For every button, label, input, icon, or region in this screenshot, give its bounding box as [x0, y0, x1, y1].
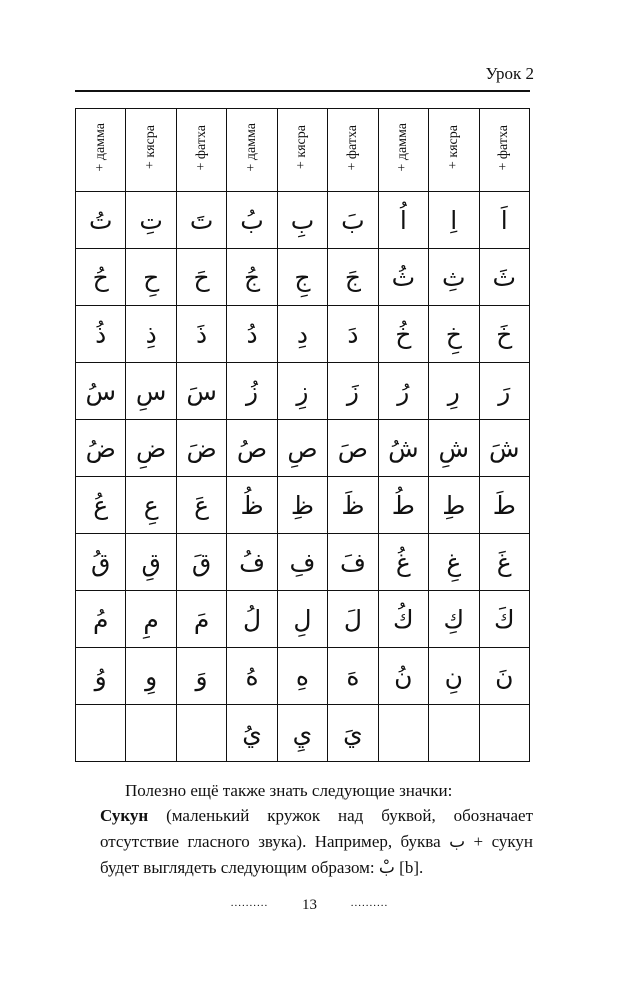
arabic-syllable: وُ — [94, 661, 107, 691]
example-letter-sukun: بْ — [378, 858, 395, 878]
table-cell — [227, 420, 277, 477]
arabic-syllable: زُ — [245, 376, 259, 406]
table-cell — [277, 192, 327, 249]
sukun-line2-tail: + сукун — [465, 832, 534, 851]
table-cell — [479, 477, 530, 534]
column-header — [227, 109, 277, 192]
table-cell — [429, 420, 479, 477]
arabic-syllable: ضِ — [136, 433, 167, 463]
table-cell — [76, 477, 126, 534]
arabic-syllable: نَ — [495, 661, 514, 691]
column-header-label: + фатха — [344, 124, 360, 171]
arabic-syllable: صِ — [287, 433, 318, 463]
table-cell — [227, 249, 277, 306]
column-header-label: + кясра — [445, 125, 461, 170]
table-cell — [378, 591, 428, 648]
table-cell — [479, 591, 530, 648]
table-cell — [76, 249, 126, 306]
table-cell — [277, 705, 327, 762]
column-header — [76, 109, 126, 192]
sukun-term: Сукун — [100, 806, 149, 825]
column-header-label: + фатха — [193, 124, 209, 171]
arabic-syllable: فُ — [239, 547, 265, 577]
table-cell — [176, 534, 226, 591]
table-cell — [328, 591, 378, 648]
table-cell — [378, 420, 428, 477]
table-cell — [479, 420, 530, 477]
arabic-syllable: طُ — [391, 490, 415, 520]
table-cell — [277, 591, 327, 648]
column-header-label: + дамма — [395, 123, 411, 172]
sukun-line3-text: будет выглядеть следующим образом: — [100, 858, 379, 877]
arabic-syllable: رَ — [498, 376, 511, 406]
table-cell — [378, 363, 428, 420]
paragraph-sukun-line2 — [100, 829, 533, 855]
arabic-syllable: مِ — [143, 604, 159, 634]
arabic-syllable: دَ — [347, 319, 359, 349]
table-cell — [429, 306, 479, 363]
column-header — [126, 109, 176, 192]
table-cell — [479, 534, 530, 591]
column-header — [328, 109, 378, 192]
arabic-syllable: قُ — [91, 547, 111, 577]
arabic-syllable: هِ — [295, 661, 310, 691]
arabic-syllable: شَ — [488, 433, 520, 463]
table-header-row — [76, 109, 530, 192]
arabic-syllable: نُ — [394, 661, 413, 691]
table-cell — [126, 192, 176, 249]
table-cell — [176, 363, 226, 420]
sukun-line2-text: отсутствие гласного звука). Например, буква — [100, 832, 450, 851]
table-row — [76, 534, 530, 591]
table-cell — [277, 477, 327, 534]
table-cell — [227, 534, 277, 591]
table-row — [76, 306, 530, 363]
table-cell — [479, 192, 530, 249]
table-cell — [378, 534, 428, 591]
arabic-syllable: اُ — [399, 205, 407, 235]
table-cell — [429, 249, 479, 306]
arabic-syllable: قِ — [141, 547, 161, 577]
header-rule — [75, 90, 530, 92]
arabic-syllable: فَ — [339, 547, 366, 577]
arabic-syllable: عُ — [93, 490, 109, 520]
arabic-syllable: يُ — [242, 718, 262, 748]
table-cell — [479, 363, 530, 420]
arabic-syllable: زَ — [346, 376, 359, 406]
table-cell — [277, 363, 327, 420]
table-row — [76, 591, 530, 648]
arabic-syllable: فِ — [289, 547, 316, 577]
arabic-syllable: ذَ — [196, 319, 208, 349]
table-cell — [76, 534, 126, 591]
table-row — [76, 420, 530, 477]
table-cell — [429, 648, 479, 705]
table-cell — [227, 363, 277, 420]
table-cell — [176, 648, 226, 705]
arabic-syllable: طِ — [442, 490, 466, 520]
arabic-syllable: مَ — [193, 604, 210, 634]
arabic-syllable: وَ — [195, 661, 208, 691]
arabic-syllable: جَ — [344, 262, 361, 292]
table-row — [76, 192, 530, 249]
arabic-syllable: بَ — [341, 205, 365, 235]
arabic-syllable: وِ — [145, 661, 158, 691]
table-cell — [277, 306, 327, 363]
arabic-syllable: ضَ — [186, 433, 217, 463]
arabic-syllable: مُ — [92, 604, 109, 634]
table-cell — [328, 534, 378, 591]
arabic-syllable: حِ — [143, 262, 160, 292]
arabic-syllable: لِ — [293, 604, 312, 634]
table-cell — [277, 648, 327, 705]
table-cell — [227, 192, 277, 249]
arabic-syllable: كُ — [393, 604, 414, 634]
table-cell — [328, 648, 378, 705]
arabic-syllable: كَ — [493, 604, 515, 634]
table-cell — [76, 591, 126, 648]
table-cell — [429, 477, 479, 534]
paragraph-sukun-line3 — [100, 855, 533, 881]
table-row — [76, 249, 530, 306]
arabic-syllable: اِ — [450, 205, 458, 235]
arabic-syllable: جِ — [294, 262, 311, 292]
table-cell — [126, 420, 176, 477]
arabic-syllable: ظِ — [290, 490, 315, 520]
table-cell — [126, 705, 176, 762]
table-cell — [227, 477, 277, 534]
table-cell — [429, 363, 479, 420]
table-cell — [378, 306, 428, 363]
table-cell — [378, 192, 428, 249]
table-cell — [227, 591, 277, 648]
table-cell — [176, 591, 226, 648]
table-cell — [429, 705, 479, 762]
page-footer — [0, 897, 619, 914]
table-cell — [76, 705, 126, 762]
arabic-syllable: خَ — [496, 319, 513, 349]
table-cell — [176, 306, 226, 363]
table-cell — [378, 648, 428, 705]
page-number: 13 — [302, 897, 317, 913]
arabic-syllable: كِ — [443, 604, 465, 634]
arabic-syllable: ظَ — [341, 490, 365, 520]
arabic-syllable: قَ — [191, 547, 212, 577]
arabic-syllable: سِ — [135, 376, 167, 406]
table-cell — [227, 648, 277, 705]
table-row — [76, 648, 530, 705]
arabic-syllable: ذُ — [95, 319, 107, 349]
arabic-syllable: نِ — [444, 661, 463, 691]
table-cell — [176, 477, 226, 534]
table-cell — [76, 363, 126, 420]
table-cell — [328, 249, 378, 306]
arabic-syllable: غُ — [395, 547, 411, 577]
footer-dots-right: .......... — [350, 897, 389, 909]
footer-dots-left: .......... — [230, 897, 269, 909]
table-cell — [328, 420, 378, 477]
column-header — [176, 109, 226, 192]
table-cell — [328, 306, 378, 363]
table-cell — [76, 192, 126, 249]
arabic-syllable: بِ — [290, 205, 315, 235]
table-row — [76, 477, 530, 534]
table-cell — [328, 192, 378, 249]
arabic-syllable: شِ — [438, 433, 470, 463]
paragraph-sukun-line1 — [100, 803, 533, 829]
arabic-syllable: غَ — [496, 547, 512, 577]
table-cell — [277, 420, 327, 477]
column-header-label: + кясра — [143, 125, 159, 170]
table-cell — [176, 192, 226, 249]
table-cell — [227, 306, 277, 363]
table-cell — [277, 534, 327, 591]
table-cell — [328, 363, 378, 420]
table-cell — [126, 591, 176, 648]
table-row — [76, 705, 530, 762]
table-cell — [479, 306, 530, 363]
sukun-desc: (маленький кружок над буквой, обозначает — [148, 806, 533, 825]
column-header-label: + дамма — [92, 123, 108, 172]
table-cell — [328, 705, 378, 762]
table-cell — [176, 249, 226, 306]
arabic-syllable: صُ — [236, 433, 268, 463]
arabic-syllable: ثُ — [391, 262, 416, 292]
table-cell — [328, 477, 378, 534]
table-row — [76, 363, 530, 420]
table-cell — [126, 477, 176, 534]
arabic-syllable: طَ — [492, 490, 516, 520]
arabic-syllable: عِ — [143, 490, 159, 520]
arabic-syllable: خُ — [395, 319, 412, 349]
column-header-label: + кясра — [294, 125, 310, 170]
arabic-syllable: لُ — [242, 604, 262, 634]
arabic-syllable: رِ — [447, 376, 460, 406]
table-cell — [126, 306, 176, 363]
table-cell — [479, 249, 530, 306]
table-cell — [126, 534, 176, 591]
column-header — [429, 109, 479, 192]
paragraph-intro: Полезно ещё также знать следующие значки: — [125, 781, 453, 800]
arabic-syllable: شُ — [388, 433, 419, 463]
column-header — [378, 109, 428, 192]
arabic-syllable: جُ — [243, 262, 261, 292]
sukun-line3-tail: [b]. — [394, 858, 424, 877]
arabic-syllable: غِ — [446, 547, 462, 577]
table-cell — [227, 705, 277, 762]
table-cell — [76, 648, 126, 705]
lesson-header: Урок 2 — [485, 64, 534, 83]
arabic-syllable: يِ — [292, 718, 313, 748]
table-cell — [126, 648, 176, 705]
arabic-syllable: دُ — [246, 319, 258, 349]
arabic-syllable: ظُ — [240, 490, 264, 520]
arabic-syllable: سَ — [186, 376, 217, 406]
harakat-table — [75, 108, 530, 762]
arabic-syllable: دِ — [296, 319, 309, 349]
arabic-syllable: تِ — [139, 205, 163, 235]
arabic-syllable: صَ — [337, 433, 369, 463]
table-cell — [76, 306, 126, 363]
table-cell — [429, 192, 479, 249]
arabic-syllable: سُ — [85, 376, 116, 406]
column-header — [277, 109, 327, 192]
arabic-syllable: يَ — [343, 718, 363, 748]
arabic-syllable: حُ — [92, 262, 109, 292]
table-cell — [277, 249, 327, 306]
table-cell — [479, 648, 530, 705]
table-cell — [126, 363, 176, 420]
table-cell — [378, 705, 428, 762]
arabic-syllable: ضُ — [85, 433, 116, 463]
arabic-syllable: رُ — [397, 376, 410, 406]
arabic-syllable: لَ — [343, 604, 362, 634]
arabic-syllable: اَ — [500, 205, 508, 235]
example-letter: ب — [449, 832, 466, 852]
arabic-syllable: تَ — [189, 205, 214, 235]
column-header-label: + фатха — [496, 124, 512, 171]
arabic-syllable: خِ — [445, 319, 462, 349]
arabic-syllable: حَ — [193, 262, 210, 292]
table-cell — [126, 249, 176, 306]
table-cell — [378, 477, 428, 534]
column-header-label: + дамма — [244, 123, 260, 172]
table-cell — [76, 420, 126, 477]
table-cell — [429, 591, 479, 648]
arabic-syllable: زِ — [296, 376, 309, 406]
table-cell — [378, 249, 428, 306]
arabic-syllable: ذِ — [145, 319, 157, 349]
table-cell — [479, 705, 530, 762]
arabic-syllable: ثَ — [492, 262, 517, 292]
table-cell — [176, 705, 226, 762]
column-header — [479, 109, 530, 192]
arabic-syllable: هُ — [245, 661, 259, 691]
arabic-syllable: تُ — [88, 205, 113, 235]
table-cell — [429, 534, 479, 591]
arabic-syllable: هَ — [346, 661, 360, 691]
arabic-syllable: ثِ — [442, 262, 466, 292]
arabic-syllable: بُ — [240, 205, 264, 235]
table-cell — [176, 420, 226, 477]
arabic-syllable: عَ — [194, 490, 210, 520]
